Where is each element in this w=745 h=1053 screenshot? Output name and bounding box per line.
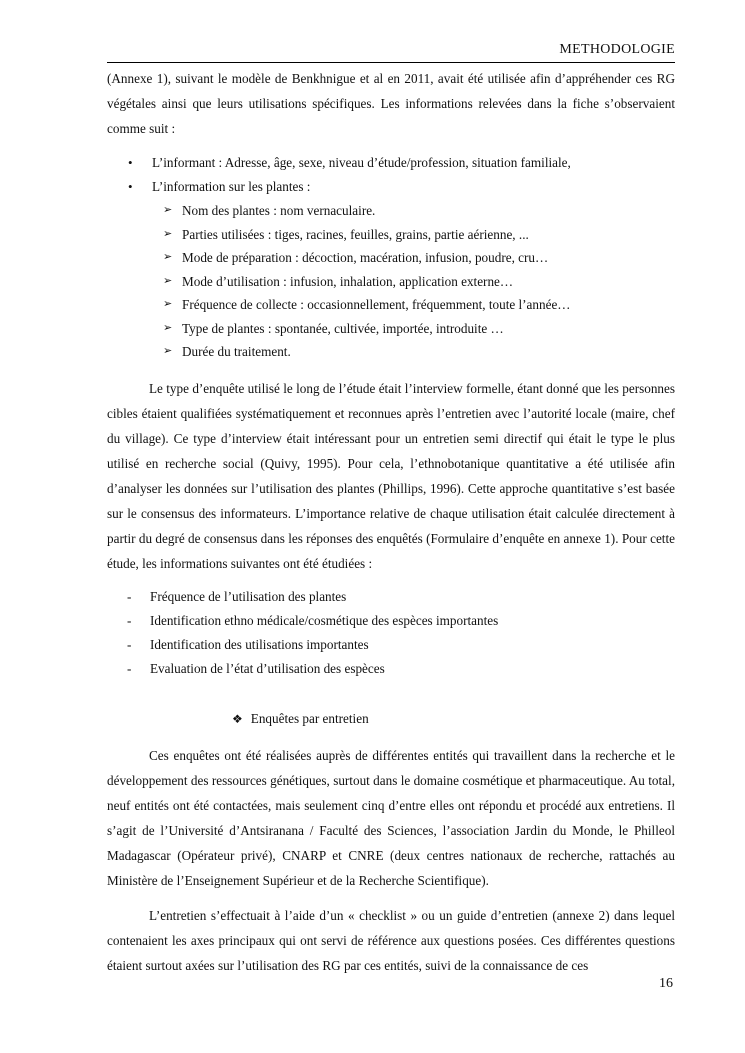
plant-info-sublist: [107, 199, 675, 364]
list-item-text: Fréquence de l’utilisation des plantes: [150, 588, 347, 604]
bullet-icon: •: [128, 155, 133, 170]
list-item: [107, 340, 675, 364]
dash-bullet-icon: -: [127, 660, 132, 676]
page-body: [107, 66, 675, 978]
checklist-paragraph: L’entretien s’effectuait à l’aide d’un « checklist » ou un guide d’entretien (annexe 2) dans lequel contenaient les axes principaux qui ont servi de référence aux questions posées. Ces différentes questions étaient surtout axées sur l’utilisation des RG par ces entités, suivi de la connaissance de ces: [107, 907, 675, 973]
arrow-bullet-icon: ➢: [163, 204, 173, 216]
list-item-text: Nom des plantes : nom vernaculaire.: [182, 203, 376, 218]
list-item: [107, 293, 675, 317]
subheading-text: Enquêtes par entretien: [250, 710, 369, 726]
list-item-text: L’informant : Adresse, âge, sexe, niveau d’étude/profession, situation familiale,: [152, 155, 571, 170]
arrow-bullet-icon: ➢: [163, 298, 173, 310]
list-item-text: Mode de préparation : décoction, macération, infusion, poudre, cru…: [182, 250, 549, 265]
running-header: METHODOLOGIE: [559, 42, 675, 57]
arrow-bullet-icon: ➢: [163, 227, 173, 240]
survey-type-paragraph: Le type d’enquête utilisé le long de l’étude était l’interview formelle, étant donné que les personnes cibles étaient qualifiées systématiquement et reconnues après l’entretien avec l’autorité locale (maire, chef du village). Ce type d’interview était intéressant pour un entretien semi directif qui était le type le plus utilisé en recherche social (Quivy, 1995). Pour cela, l’ethnobotanique quantitative a été utilisée afin d’analyser les données sur l’utilisation des plantes (Phillips, 1996). Cette approche quantitative s’est basée sur le consensus des informateurs. L’importance relative de chaque utilisation était calculée directement à partir du degré de consensus dans les réponses des enquêtés (Formulaire d’enquête en annexe 1). Pour cette étude, les informations suivantes ont été étudiées :: [107, 380, 675, 571]
list-item: [107, 223, 675, 247]
section-subheading: [107, 707, 675, 731]
list-item-text: L’information sur les plantes :: [152, 179, 311, 194]
bullet-icon: •: [128, 179, 133, 194]
list-item: [107, 246, 675, 270]
diamond-bullet-icon: ❖: [232, 711, 243, 726]
list-item: [107, 151, 675, 175]
arrow-bullet-icon: ➢: [163, 321, 173, 334]
list-item: [107, 199, 675, 223]
arrow-bullet-icon: ➢: [163, 251, 173, 263]
list-item: [107, 657, 675, 681]
arrow-bullet-icon: ➢: [163, 274, 173, 287]
dash-bullet-icon: -: [127, 612, 132, 628]
list-item: [107, 270, 675, 294]
list-item-text: Durée du traitement.: [182, 344, 291, 359]
list-item-text: Mode d’utilisation : infusion, inhalation, application externe…: [182, 273, 514, 289]
list-item: [107, 585, 675, 609]
dash-bullet-icon: -: [127, 588, 132, 604]
interviews-paragraph: Ces enquêtes ont été réalisées auprès de différentes entités qui travaillent dans la recherche et le développement des ressources génétiques, surtout dans le domaine cosmétique et pharmaceutique. Au total, neuf entités ont été contactées, mais seulement cinq d’entre elles ont répondu et procédé aux entretiens. Il s’agit de l’Université d’Antsiranana / Faculté des Sciences, l’association Jardin du Monde, le Philleol Madagascar (Opérateur privé), CNARP et CNRE (deux centres nationaux de recherche, rattachés au Ministère de l’Enseignement Supérieur et de la Recherche Scientifique).: [107, 747, 675, 888]
list-item-text: Identification des utilisations importantes: [150, 636, 369, 652]
list-item-text: Fréquence de collecte : occasionnellement, fréquemment, toute l’année…: [182, 297, 571, 312]
list-item: [107, 317, 675, 341]
studied-info-list: [107, 585, 675, 681]
intro-paragraph: (Annexe 1), suivant le modèle de Benkhnigue et al en 2011, avait été utilisée afin d’appréhender ces RG végétales ainsi que leurs utilisations spécifiques. Les informations relevées dans la fiche s’observaient comme suit :: [107, 71, 675, 136]
list-item: [107, 175, 675, 199]
informant-bullet-list: [107, 151, 675, 199]
dash-bullet-icon: -: [127, 636, 132, 652]
list-item-text: Parties utilisées : tiges, racines, feuilles, grains, partie aérienne, ...: [182, 226, 529, 242]
page-number: 16: [659, 976, 673, 991]
list-item-text: Evaluation de l’état d’utilisation des espèces: [150, 660, 385, 676]
list-item: [107, 633, 675, 657]
list-item-text: Identification ethno médicale/cosmétique des espèces importantes: [150, 612, 499, 628]
arrow-bullet-icon: ➢: [163, 345, 173, 357]
header-rule: [107, 62, 675, 63]
list-item: [107, 609, 675, 633]
list-item-text: Type de plantes : spontanée, cultivée, importée, introduite …: [182, 320, 504, 336]
